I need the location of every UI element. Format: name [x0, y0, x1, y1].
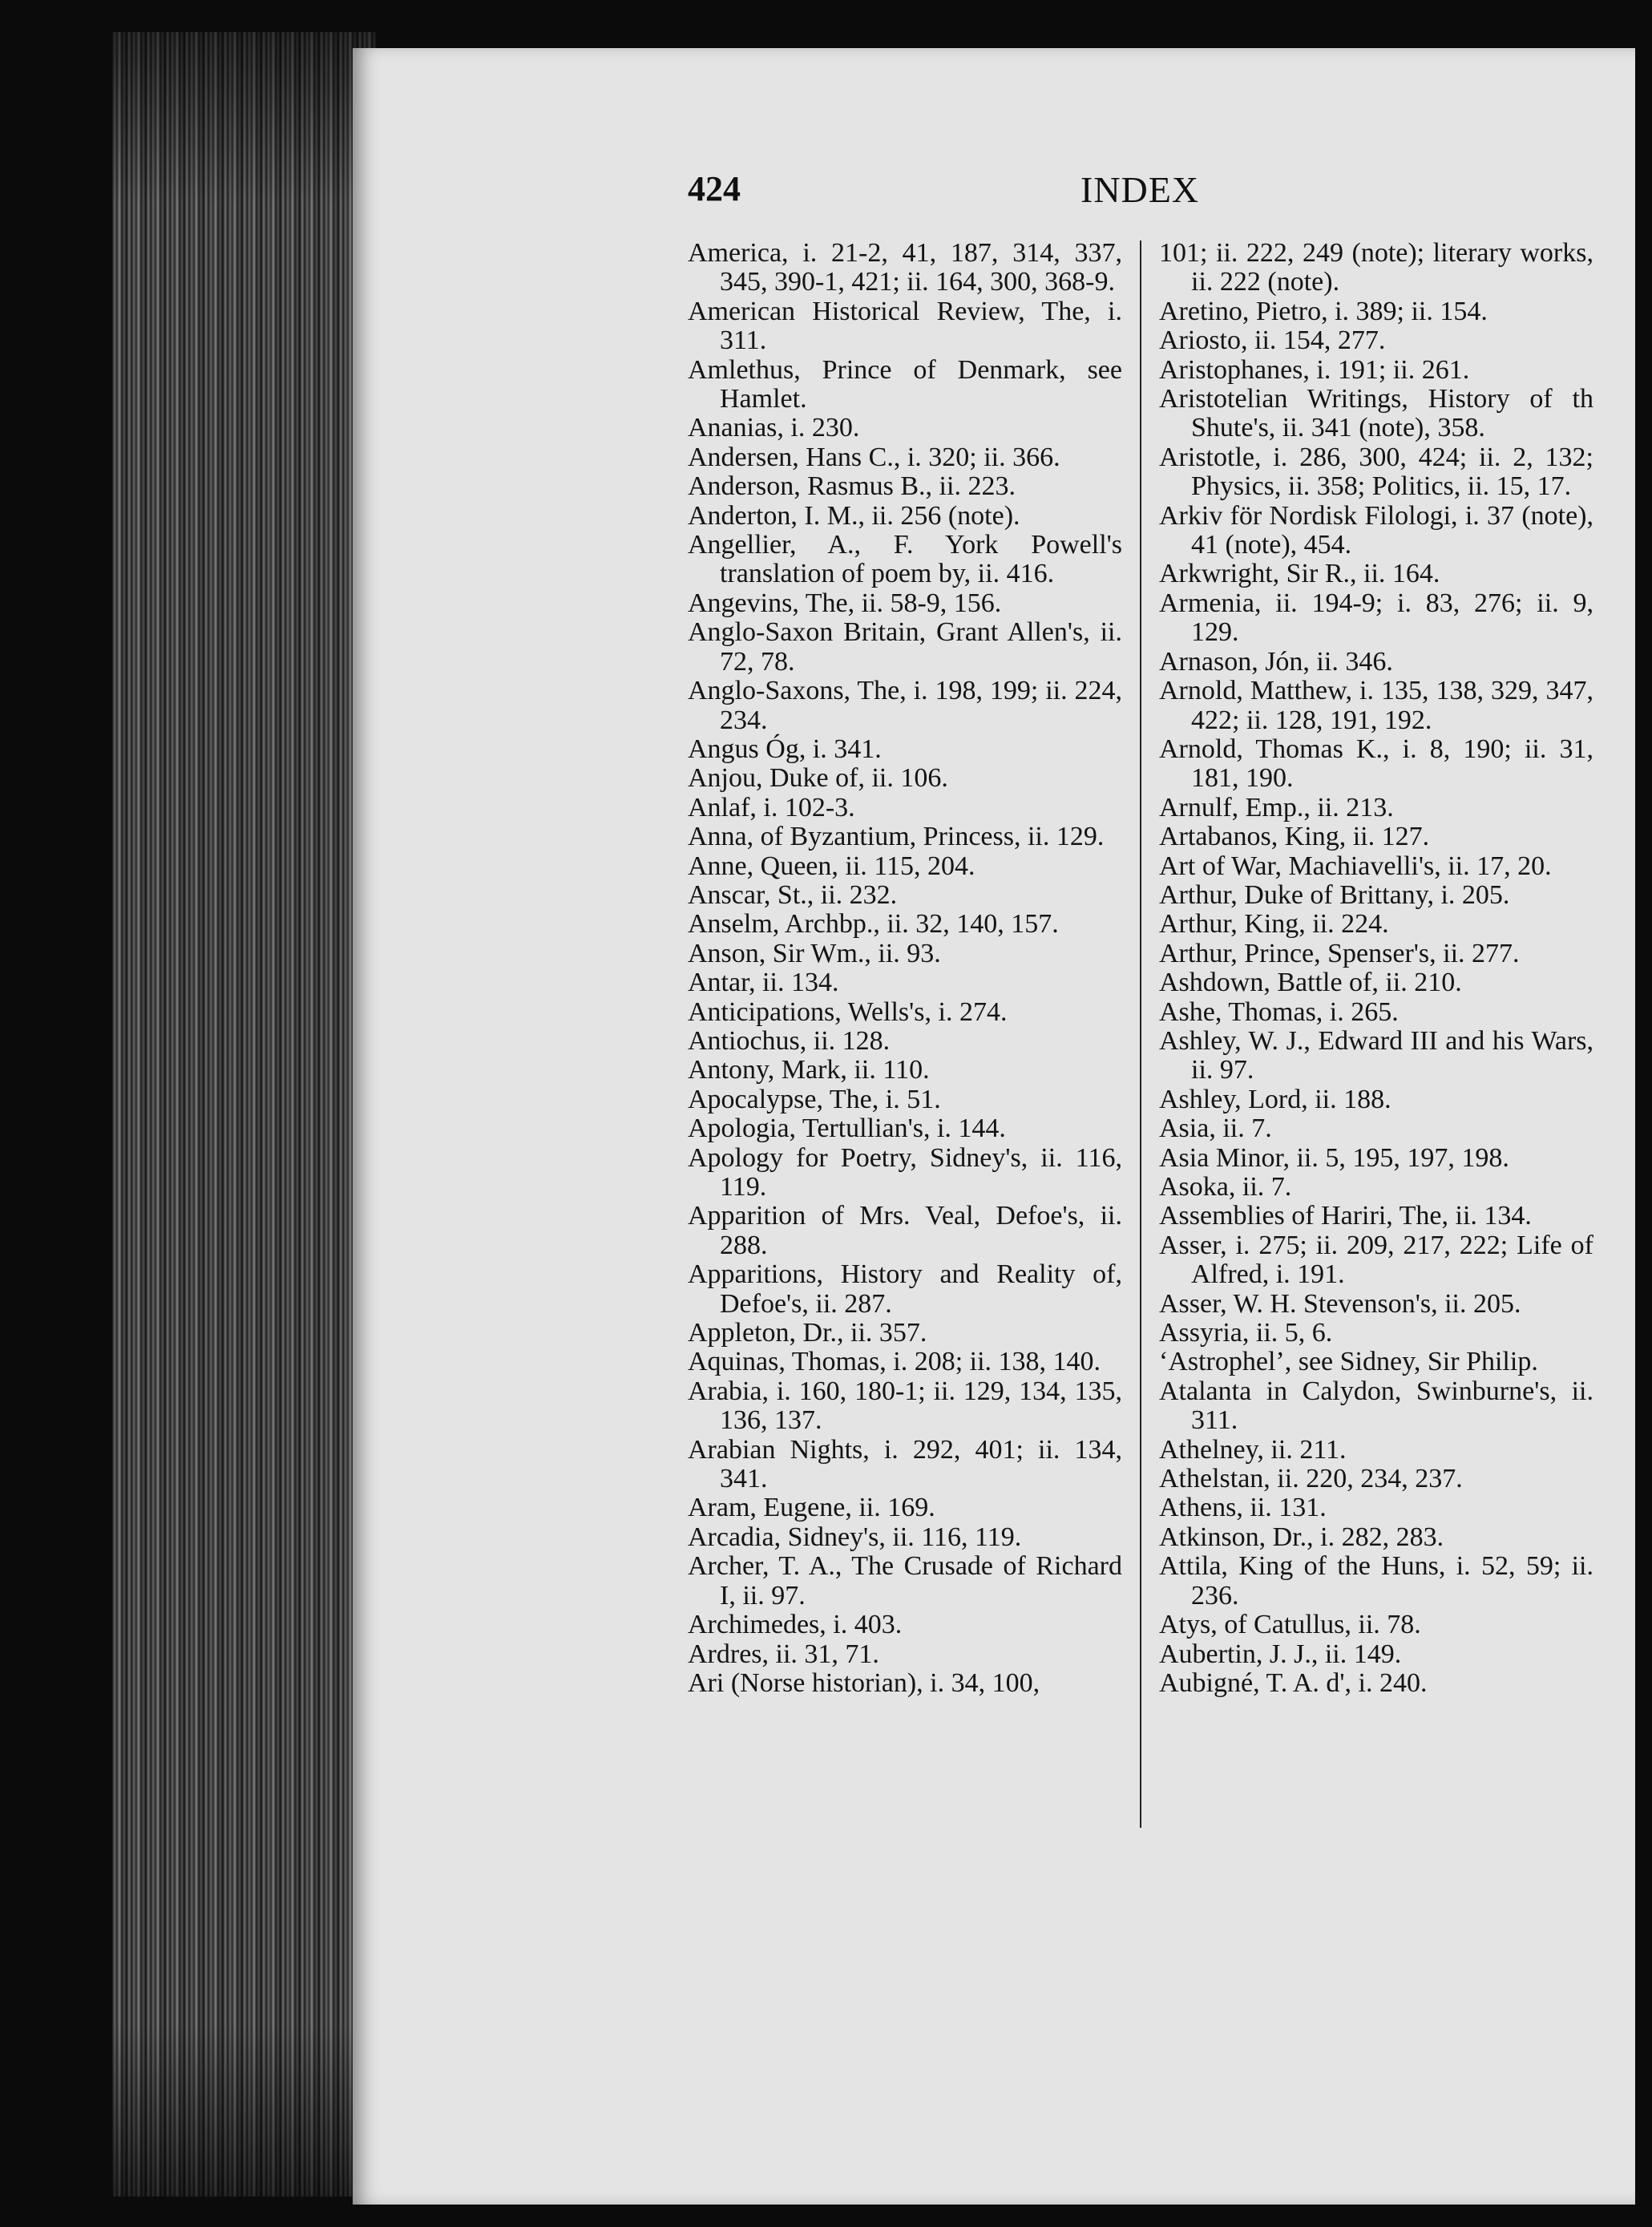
- index-entry: Arabia, i. 160, 180-1; ii. 129, 134, 135, 136, 137.: [688, 1376, 1122, 1436]
- index-entry: Antar, ii. 134.: [688, 968, 839, 998]
- index-entry: Anderton, I. M., ii. 256 (note).: [688, 500, 1020, 531]
- index-entry: Arthur, King, ii. 224.: [1159, 909, 1389, 940]
- index-entry: Ashdown, Battle of, ii. 210.: [1159, 968, 1462, 998]
- index-entry: Attila, King of the Huns, i. 52, 59; ii. 236.: [1159, 1551, 1593, 1611]
- index-entry: Aretino, Pietro, i. 389; ii. 154.: [1159, 296, 1488, 326]
- index-entry: Anselm, Archbp., ii. 32, 140, 157.: [688, 909, 1059, 940]
- index-entry: Arkwright, Sir R., ii. 164.: [1159, 559, 1440, 589]
- index-entry: Archimedes, i. 403.: [688, 1610, 903, 1640]
- index-entry: Apology for Poetry, Sidney's, ii. 116, 119.: [688, 1142, 1122, 1202]
- index-entry: Arthur, Duke of Brittany, i. 205.: [1159, 879, 1510, 910]
- index-entry: Asia Minor, ii. 5, 195, 197, 198.: [1159, 1142, 1509, 1173]
- index-entry: Arthur, Prince, Spenser's, ii. 277.: [1159, 938, 1520, 968]
- index-entry: Aubigné, T. A. d', i. 240.: [1159, 1667, 1428, 1698]
- index-entry: Ari (Norse historian), i. 34, 100,: [688, 1667, 1040, 1698]
- index-entry: Angellier, A., F. York Powell's translation of poem by, ii. 416.: [688, 530, 1122, 589]
- index-entry: Angevins, The, ii. 58-9, 156.: [688, 588, 1002, 618]
- index-entry: 101; ii. 222, 249 (note); literary works, ii. 222 (note).: [1159, 238, 1593, 297]
- index-entry: Asoka, ii. 7.: [1159, 1172, 1292, 1202]
- index-entry: Anne, Queen, ii. 115, 204.: [688, 851, 975, 881]
- index-entry: Arnold, Matthew, i. 135, 138, 329, 347, 422; ii. 128, 191, 192.: [1159, 676, 1593, 735]
- index-entry: Aubertin, J. J., ii. 149.: [1159, 1639, 1402, 1669]
- column-divider: [1140, 240, 1141, 1828]
- index-entry: Anscar, St., ii. 232.: [688, 879, 898, 910]
- index-entry: Aristophanes, i. 191; ii. 261.: [1159, 354, 1470, 385]
- index-entry: Ananias, i. 230.: [688, 413, 860, 443]
- index-entry: Aram, Eugene, ii. 169.: [688, 1493, 935, 1523]
- index-entry: Anderson, Rasmus B., ii. 223.: [688, 471, 1016, 502]
- index-entry: Amlethus, Prince of Denmark, see Hamlet.: [688, 354, 1122, 414]
- index-entry: Arkiv för Nordisk Filologi, i. 37 (note), 41 (note), 454.: [1159, 500, 1593, 560]
- index-entry: Arabian Nights, i. 292, 401; ii. 134, 341.: [688, 1434, 1122, 1494]
- index-entry: Angus Óg, i. 341.: [688, 734, 882, 764]
- running-title: INDEX: [1080, 169, 1200, 210]
- index-entry: Anjou, Duke of, ii. 106.: [688, 763, 948, 794]
- index-entry: Arcadia, Sidney's, ii. 116, 119.: [688, 1522, 1022, 1552]
- index-entry: Atalanta in Calydon, Swinburne's, ii. 311.: [1159, 1376, 1593, 1436]
- index-entry: Asser, i. 275; ii. 209, 217, 222; Life of Alfred, i. 191.: [1159, 1230, 1593, 1290]
- index-entry: Anna, of Byzantium, Princess, ii. 129.: [688, 822, 1105, 852]
- index-entry: Anlaf, i. 102-3.: [688, 792, 855, 822]
- index-entry: Ashley, W. J., Edward III and his Wars, ii. 97.: [1159, 1025, 1593, 1085]
- index-entry: Art of War, Machiavelli's, ii. 17, 20.: [1159, 851, 1552, 881]
- index-entry: Andersen, Hans C., i. 320; ii. 366.: [688, 442, 1060, 472]
- index-entry: Aristotelian Writings, History of th Shute's, ii. 341 (note), 358.: [1159, 384, 1593, 443]
- index-entry: Assemblies of Hariri, The, ii. 134.: [1159, 1201, 1532, 1231]
- index-entry: Anglo-Saxon Britain, Grant Allen's, ii. 72, 78.: [688, 617, 1122, 677]
- page-header: [688, 168, 1593, 216]
- index-entry: Archer, T. A., The Crusade of Richard I, ii. 97.: [688, 1551, 1122, 1611]
- index-entry: Athelstan, ii. 220, 234, 237.: [1159, 1464, 1463, 1494]
- index-entry: Arnason, Jón, ii. 346.: [1159, 646, 1393, 677]
- book-page-edges: [112, 32, 377, 2197]
- index-entry: American Historical Review, The, i. 311.: [688, 296, 1122, 356]
- index-entry: Apologia, Tertullian's, i. 144.: [688, 1114, 1006, 1144]
- index-entry: Arnulf, Emp., ii. 213.: [1159, 792, 1394, 822]
- index-entry: Atys, of Catullus, ii. 78.: [1159, 1610, 1421, 1640]
- index-entry: Antony, Mark, ii. 110.: [688, 1055, 930, 1085]
- index-entry: Ashe, Thomas, i. 265.: [1159, 996, 1399, 1027]
- index-entry: Asia, ii. 7.: [1159, 1114, 1272, 1144]
- index-entry: Athens, ii. 131.: [1159, 1493, 1327, 1523]
- index-entry: Asser, W. H. Stevenson's, ii. 205.: [1159, 1288, 1521, 1319]
- index-entry: Armenia, ii. 194-9; i. 83, 276; ii. 9, 129.: [1159, 588, 1593, 648]
- index-entry: Atkinson, Dr., i. 282, 283.: [1159, 1522, 1444, 1552]
- page-number: 424: [688, 169, 741, 208]
- index-entry: Apparitions, History and Reality of, Defoe's, ii. 287.: [688, 1259, 1122, 1319]
- index-entry: Ardres, ii. 31, 71.: [688, 1639, 879, 1669]
- index-entry: ‘Astrophel’, see Sidney, Sir Philip.: [1159, 1347, 1538, 1377]
- index-entry: Apocalypse, The, i. 51.: [688, 1084, 941, 1114]
- index-entry: Anglo-Saxons, The, i. 198, 199; ii. 224, 234.: [688, 676, 1122, 735]
- index-entry: Assyria, ii. 5, 6.: [1159, 1318, 1333, 1348]
- index-entry: Apparition of Mrs. Veal, Defoe's, ii. 288.: [688, 1201, 1122, 1260]
- index-entry: Ariosto, ii. 154, 277.: [1159, 325, 1386, 356]
- index-entry: Athelney, ii. 211.: [1159, 1434, 1347, 1465]
- index-column-left: [688, 239, 1122, 1698]
- index-entry: Aristotle, i. 286, 300, 424; ii. 2, 132; Physics, ii. 358; Politics, ii. 15, 17.: [1159, 442, 1593, 502]
- index-entry: Ashley, Lord, ii. 188.: [1159, 1084, 1391, 1114]
- index-entry: America, i. 21-2, 41, 187, 314, 337, 345, 390-1, 421; ii. 164, 300, 368-9.: [688, 238, 1122, 297]
- index-column-right: [1159, 239, 1593, 1698]
- index-entry: Anticipations, Wells's, i. 274.: [688, 996, 1008, 1027]
- index-entry: Arnold, Thomas K., i. 8, 190; ii. 31, 181, 190.: [1159, 734, 1593, 794]
- index-entry: Appleton, Dr., ii. 357.: [688, 1318, 927, 1348]
- index-entry: Anson, Sir Wm., ii. 93.: [688, 938, 941, 968]
- index-entry: Aquinas, Thomas, i. 208; ii. 138, 140.: [688, 1347, 1101, 1377]
- index-entry: Antiochus, ii. 128.: [688, 1025, 891, 1056]
- index-entry: Artabanos, King, ii. 127.: [1159, 822, 1430, 852]
